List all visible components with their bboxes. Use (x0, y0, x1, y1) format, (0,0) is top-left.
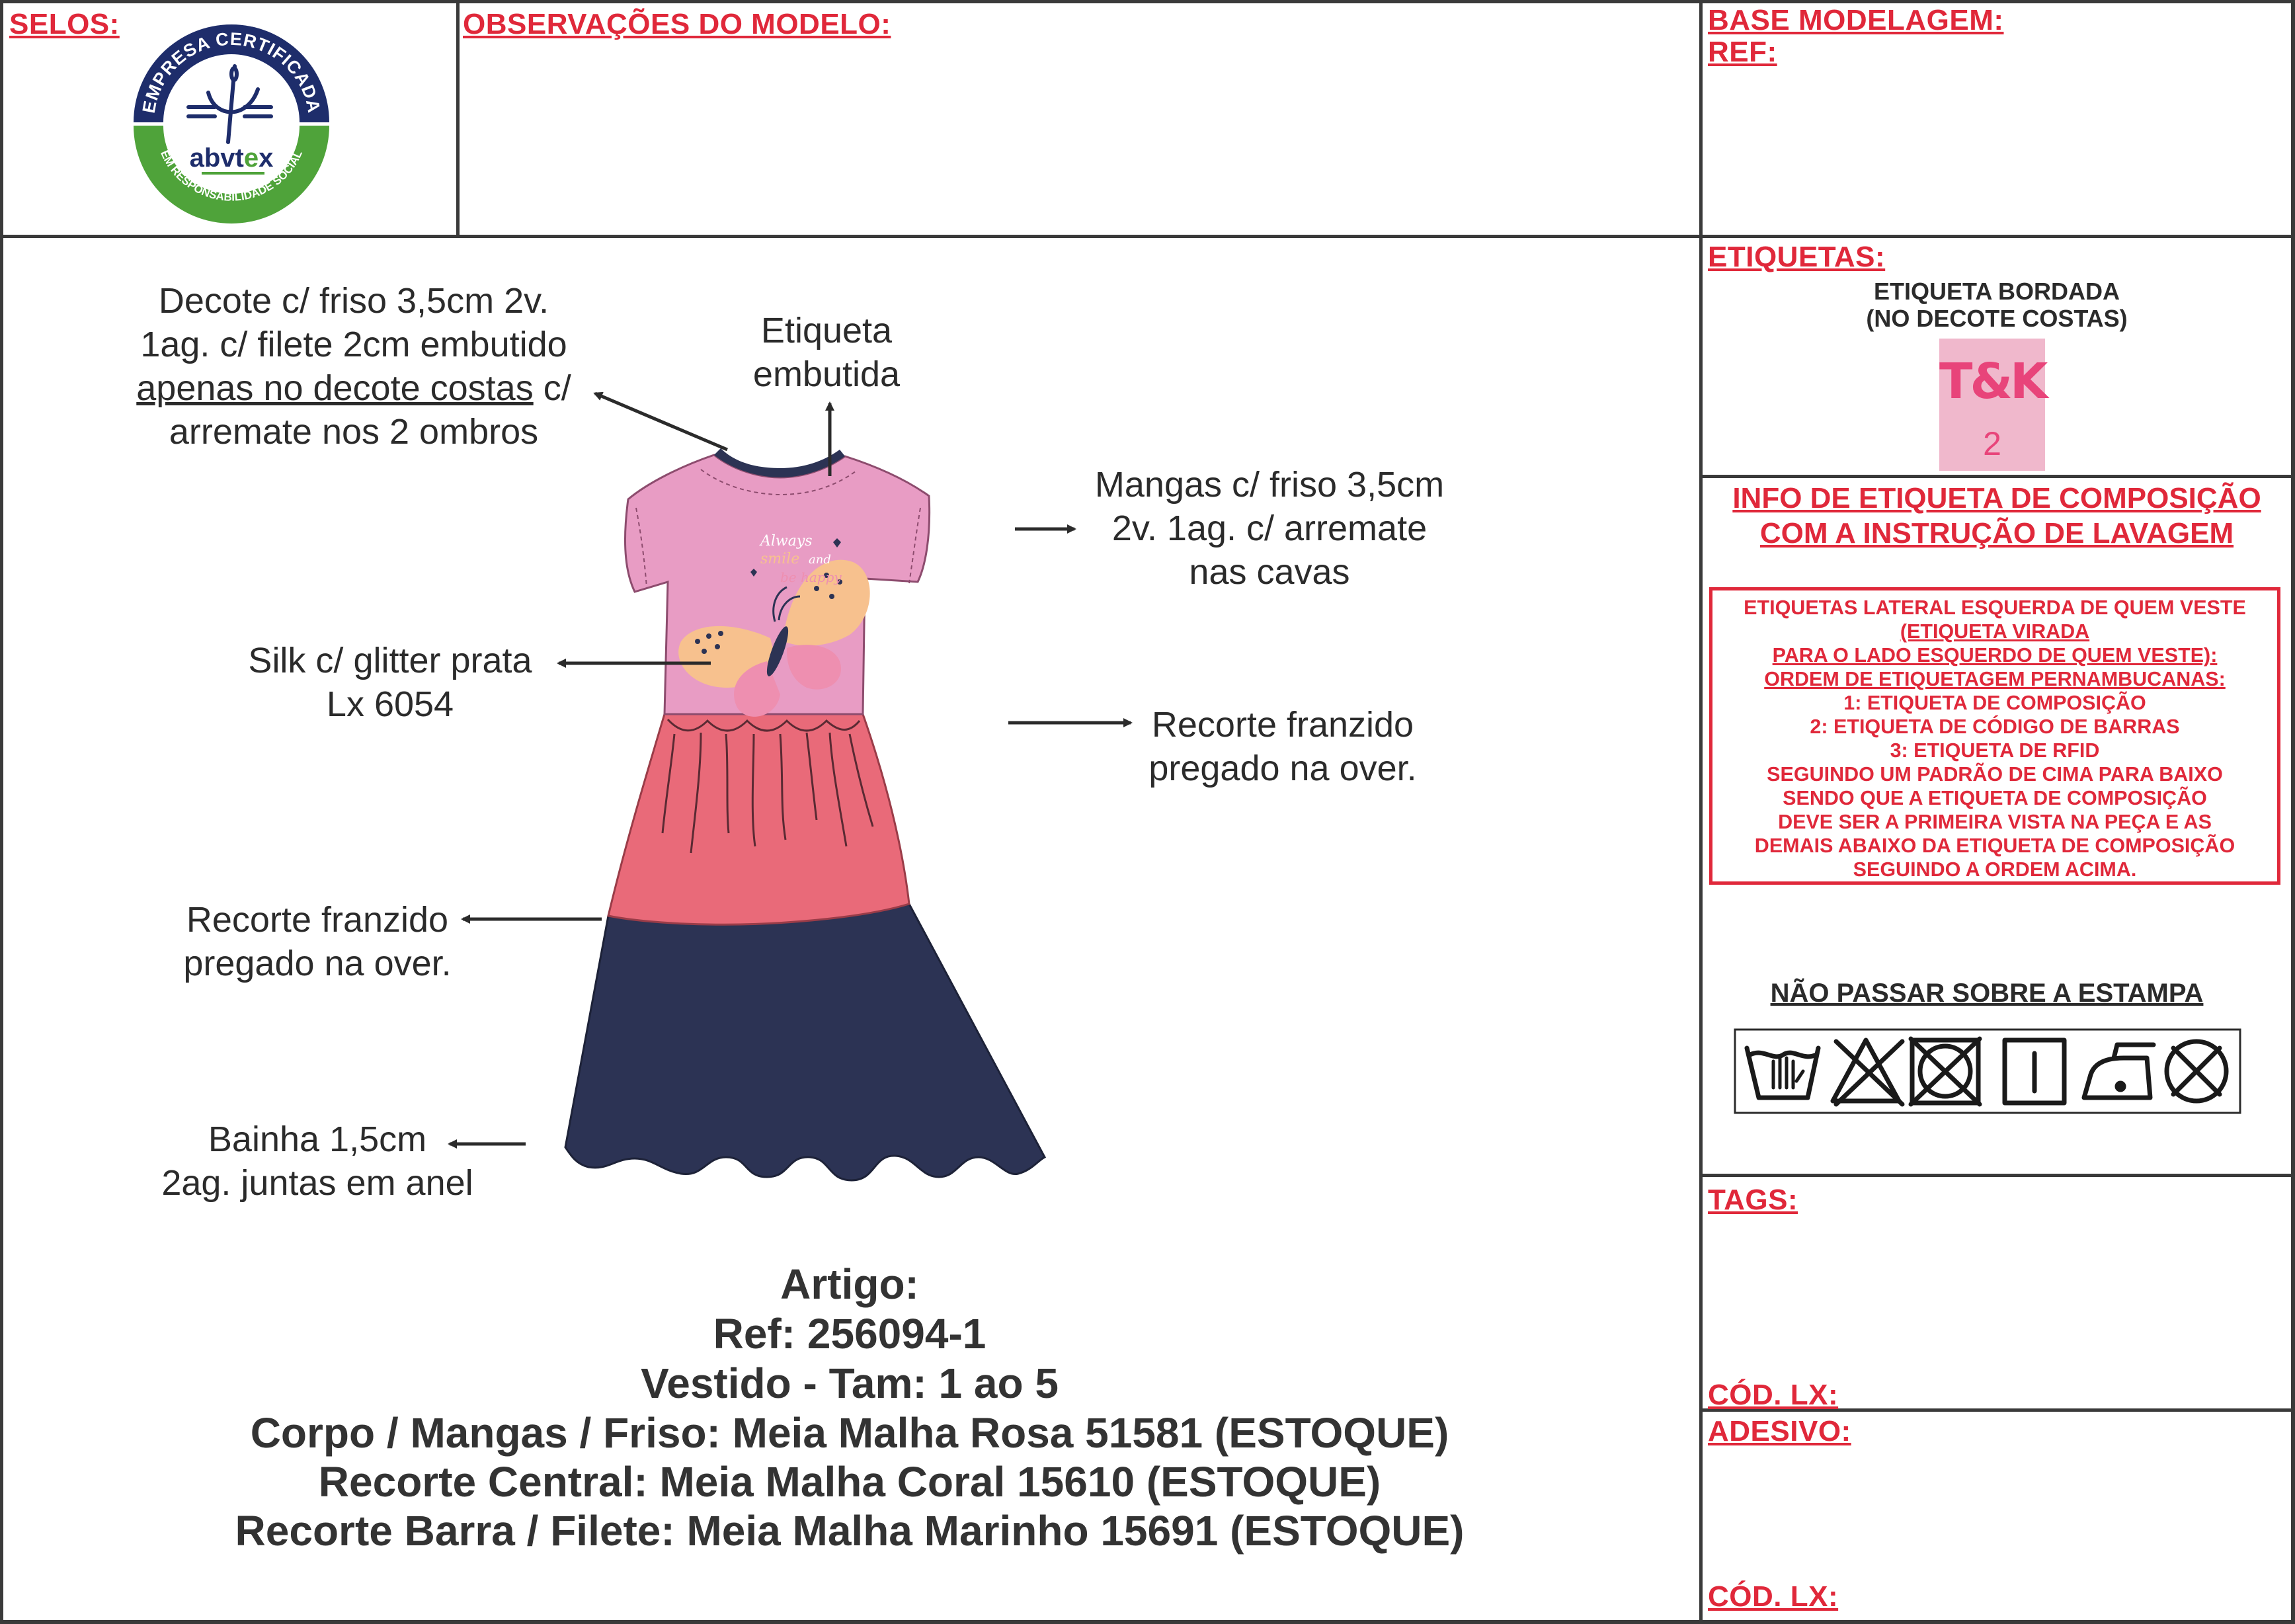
svg-text:EMPRESA CERTIFICADA: EMPRESA CERTIFICADA (138, 28, 325, 115)
annotation-recorte-left: Recorte franzido pregado na over. (183, 900, 452, 983)
box-line: (ETIQUETA VIRADA (1900, 620, 2090, 643)
box-line: ETIQUETAS LATERAL ESQUERDA DE QUEM VESTE (1744, 596, 2246, 619)
box-line: ORDEM DE ETIQUETAGEM PERNAMBUCANAS: (1764, 668, 2226, 690)
print-text-line4: be happy (780, 569, 842, 585)
box-line: 1: ETIQUETA DE COMPOSIÇÃO (1843, 692, 2146, 714)
svg-text:abvtex: abvtex (189, 143, 274, 173)
etiquetas-label: ETIQUETAS: (1708, 241, 1886, 273)
box-line: 3: ETIQUETA DE RFID (1890, 739, 2100, 762)
etiqueta-bordada-line2: (NO DECOTE COSTAS) (1866, 305, 2128, 332)
tk-logo: T&K (1939, 353, 2046, 410)
annotation-silk: Silk c/ glitter prata Lx 6054 (248, 641, 532, 724)
etiqueta-bordada-line1: ETIQUETA BORDADA (1874, 278, 2120, 305)
annotation-mangas: Mangas c/ friso 3,5cm 2v. 1ag. c/ arremate nas cavas (1094, 465, 1445, 592)
box-line: SEGUINDO A ORDEM ACIMA. (1853, 858, 2137, 881)
composicao-instructions-box (1709, 587, 2280, 885)
frame-bottom (0, 1620, 2295, 1624)
artigo-produto: Vestido - Tam: 1 ao 5 (641, 1360, 1059, 1407)
box-line: DEMAIS ABAIXO DA ETIQUETA DE COMPOSIÇÃO (1754, 834, 2235, 857)
annotation-etiqueta: Etiqueta embutida (752, 311, 901, 394)
box-line: 2: ETIQUETA DE CÓDIGO DE BARRAS (1810, 715, 2180, 738)
adesivo-cod-lx: CÓD. LX: (1708, 1580, 1839, 1613)
divider-composicao (1701, 1174, 2295, 1177)
box-line: SENDO QUE A ETIQUETA DE COMPOSIÇÃO (1783, 787, 2207, 809)
print-text-line1: Always (760, 533, 813, 549)
divider-etiquetas (1701, 475, 2295, 478)
tag-size-number: 2 (1983, 425, 2001, 462)
artigo-corpo: Corpo / Mangas / Friso: Meia Malha Rosa 51581 (ESTOQUE) (250, 1409, 1449, 1457)
artigo-recorte-central: Recorte Central: Meia Malha Coral 15610 (ESTOQUE) (318, 1458, 1381, 1506)
box-line: PARA O LADO ESQUERDO DE QUEM VESTE): (1772, 644, 2218, 667)
composicao-title-1: INFO DE ETIQUETA DE COMPOSIÇÃO (1732, 482, 2261, 514)
artigo-ref: Ref: 256094-1 (713, 1310, 986, 1358)
adesivo-label: ADESIVO: (1708, 1415, 1851, 1447)
divider-right-column (1699, 0, 1703, 1624)
annotation-recorte-right: Recorte franzido pregado na over. (1148, 705, 1417, 788)
annotation-decote: Decote c/ friso 3,5cm 2v. 1ag. c/ filete 2cm embutido apenas no decote costas c/ arremate nos 2 ombros (136, 281, 571, 452)
artigo-title: Artigo: (780, 1260, 919, 1308)
tags-cod-lx: CÓD. LX: (1708, 1379, 1839, 1411)
observacoes-label: OBSERVAÇÕES DO MODELO: (463, 8, 891, 40)
etiqueta-tag-image (1939, 339, 2045, 471)
selos-label: SELOS: (9, 8, 120, 40)
ref-label: REF: (1708, 36, 1777, 68)
divider-base (1701, 235, 2295, 238)
care-symbols-strip (1734, 1028, 2241, 1114)
frame-right (2291, 0, 2295, 1624)
composicao-title-2: COM A INSTRUÇÃO DE LAVAGEM (1759, 517, 2234, 549)
artigo-recorte-barra: Recorte Barra / Filete: Meia Malha Marinho 15691 (ESTOQUE) (235, 1507, 1465, 1555)
nao-passar-label: NÃO PASSAR SOBRE A ESTAMPA (1770, 979, 2204, 1008)
box-line: SEGUINDO UM PADRÃO DE CIMA PARA BAIXO (1767, 763, 2223, 786)
svg-text:EM RESPONSABILIDADE SOCIAL: EM RESPONSABILIDADE SOCIAL (158, 148, 305, 204)
tags-label: TAGS: (1708, 1184, 1798, 1216)
print-text-line3: and (809, 553, 831, 567)
annotation-bainha: Bainha 1,5cm 2ag. juntas em anel (161, 1119, 473, 1203)
base-modelagem-label: BASE MODELAGEM: (1708, 4, 2004, 36)
print-text-line2: smile (760, 551, 800, 567)
box-line: DEVE SER A PRIMEIRA VISTA NA PEÇA E AS (1778, 811, 2212, 833)
